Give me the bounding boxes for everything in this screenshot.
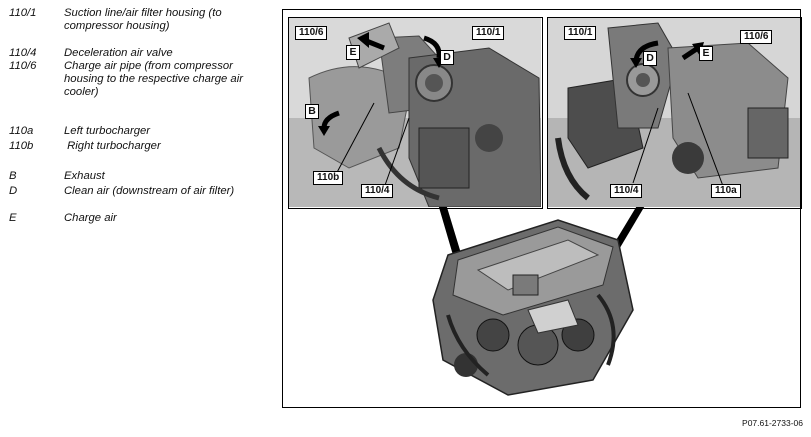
legend-desc: Clean air (downstream of air filter) bbox=[64, 185, 235, 197]
callout-110-4: 110/4 bbox=[361, 184, 393, 198]
legend-code: 110b bbox=[9, 140, 34, 152]
callout-110-4: 110/4 bbox=[610, 184, 642, 198]
callout-110-1: 110/1 bbox=[472, 26, 504, 40]
legend-desc: Left turbocharger bbox=[64, 125, 151, 137]
right-turbocharger-photo bbox=[547, 17, 802, 209]
engine-overview-drawing bbox=[418, 215, 658, 400]
legend bbox=[9, 7, 254, 226]
legend-code: 110/4 bbox=[9, 47, 37, 59]
flow-letter-e: E bbox=[346, 45, 360, 60]
legend-item-b bbox=[9, 170, 254, 185]
legend-item-110-6 bbox=[9, 60, 254, 125]
right-engine-photo-illustration bbox=[548, 18, 800, 207]
legend-code: E bbox=[9, 212, 17, 224]
legend-desc: Suction line/air filter housing (to compressor housing) bbox=[64, 7, 222, 33]
legend-desc: Exhaust bbox=[64, 170, 105, 182]
legend-desc: Charge air pipe (from compressor housing to the respective charge air cooler) bbox=[64, 60, 243, 99]
callout-110-6: 110/6 bbox=[740, 30, 772, 44]
legend-desc: Right turbocharger bbox=[64, 140, 161, 152]
flow-letter-d: D bbox=[643, 51, 657, 66]
left-turbocharger-photo bbox=[288, 17, 543, 209]
callout-110-6: 110/6 bbox=[295, 26, 327, 40]
engine-figure bbox=[282, 9, 801, 408]
legend-desc: Deceleration air valve bbox=[64, 47, 173, 59]
legend-item-e bbox=[9, 212, 254, 226]
legend-item-110-4 bbox=[9, 47, 254, 60]
callout-110a: 110a bbox=[711, 184, 741, 198]
legend-item-d bbox=[9, 185, 254, 212]
legend-code: 110/1 bbox=[9, 7, 37, 19]
flow-letter-e: E bbox=[699, 46, 713, 61]
flow-letter-b: B bbox=[305, 104, 319, 119]
callout-110b: 110b bbox=[313, 171, 343, 185]
legend-code: 110/6 bbox=[9, 60, 37, 72]
legend-desc: Charge air bbox=[64, 212, 117, 224]
legend-code: B bbox=[9, 170, 17, 182]
legend-item-110a bbox=[9, 125, 254, 140]
figure-reference-number: P07.61-2733-06 bbox=[742, 418, 803, 428]
flow-letter-d: D bbox=[440, 50, 454, 65]
legend-code: 110a bbox=[9, 125, 34, 137]
legend-item-110-1 bbox=[9, 7, 254, 47]
legend-item-110b bbox=[9, 140, 254, 170]
legend-code: D bbox=[9, 185, 18, 197]
engine-overview-illustration bbox=[418, 215, 658, 400]
callout-110-1: 110/1 bbox=[564, 26, 596, 40]
